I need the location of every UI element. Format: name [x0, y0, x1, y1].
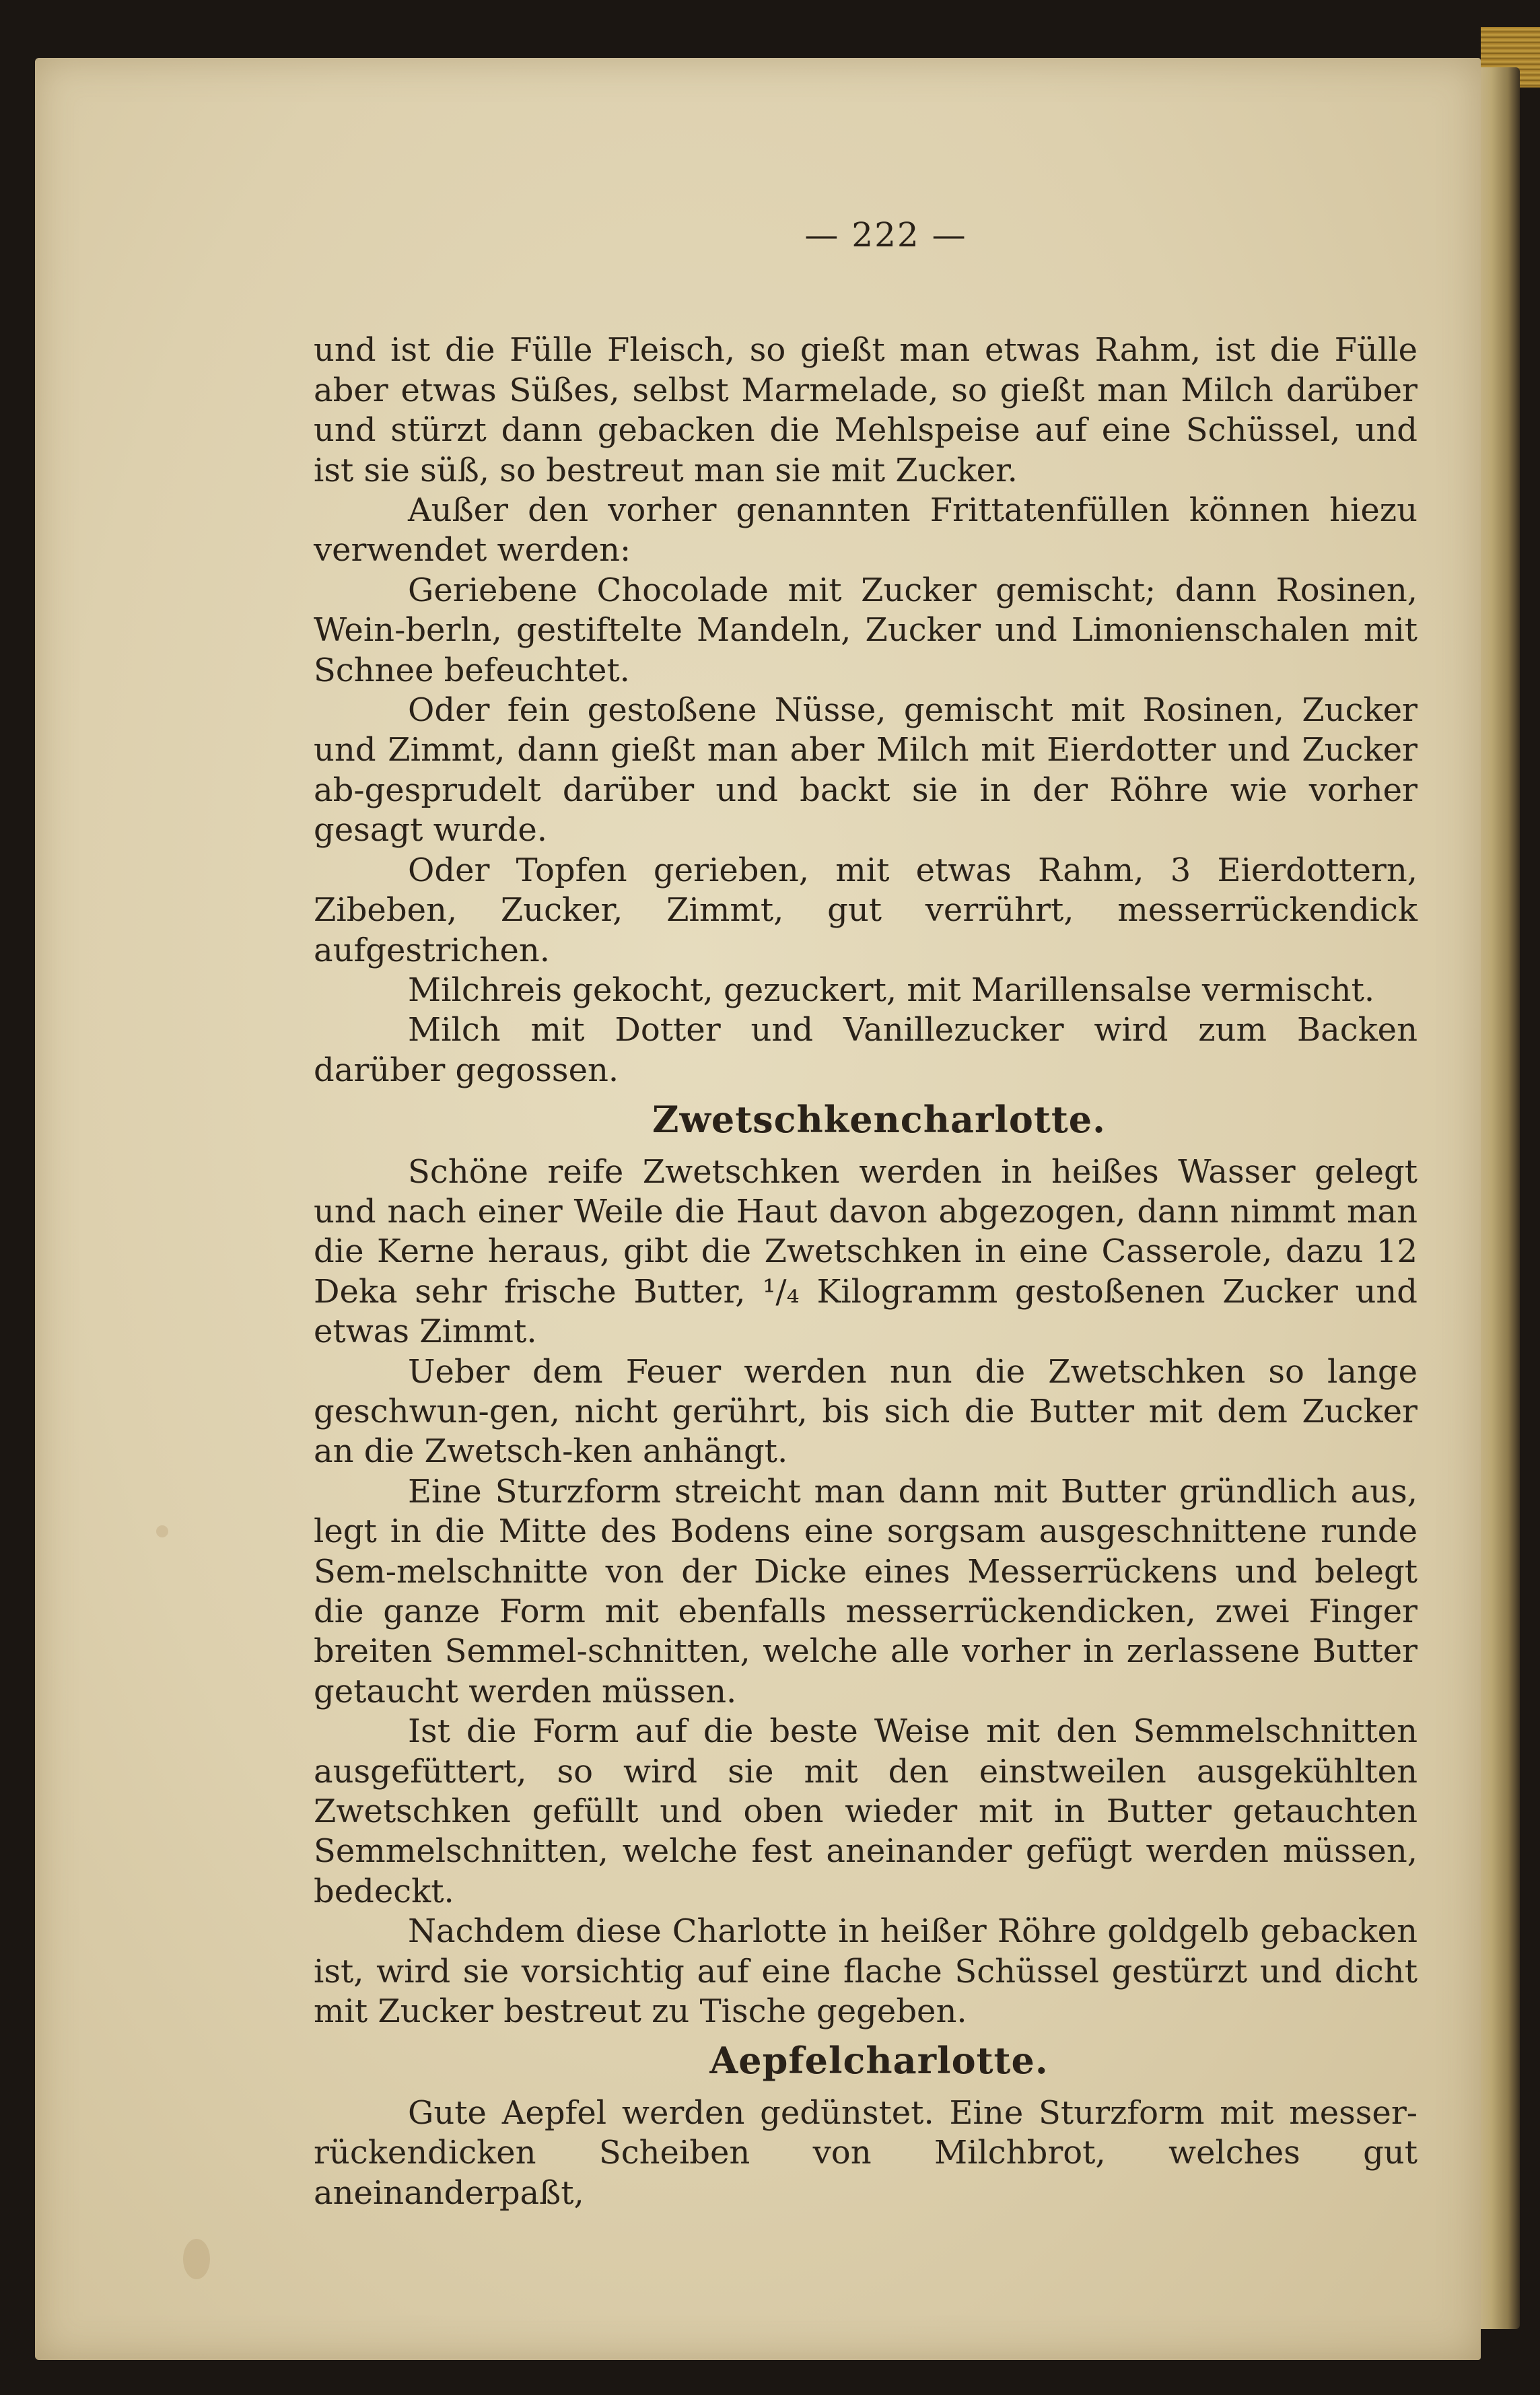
- page-text: [314, 215, 1418, 2213]
- paragraph: Außer den vorher genannten Frittatenfüllen können hiezu verwendet werden:: [314, 491, 1418, 569]
- paragraph: Gute Aepfel werden gedünstet. Eine Sturzform mit messer-rückendicken Scheiben von Milchbrot, welches gut aneinanderpaßt,: [314, 2093, 1418, 2212]
- page-number: — 222 —: [804, 215, 967, 254]
- paragraph: Oder Topfen gerieben, mit etwas Rahm, 3 Eierdottern, Zibeben, Zucker, Zimmt, gut verrührt, messerrückendick aufgestrichen.: [314, 851, 1418, 969]
- paragraph: Ueber dem Feuer werden nun die Zwetschken so lange geschwun-gen, nicht gerührt, bis sich die Butter mit dem Zucker an die Zwetsch-ken anhängt.: [314, 1352, 1418, 1471]
- paragraph: Geriebene Chocolade mit Zucker gemischt; dann Rosinen, Wein-berln, gestiftelte Mandeln, Zucker und Limonienschalen mit Schnee befeuchtet.: [314, 571, 1418, 689]
- recipe-heading: Aepfelcharlotte.: [709, 2039, 1049, 2083]
- paragraph: Schöne reife Zwetschken werden in heißes Wasser gelegt und nach einer Weile die Haut davon abgezogen, dann nimmt man die Kerne heraus, gibt die Zwetschken in eine Casserole, dazu 12 Deka sehr frische Butter, ¹/₄ Kilogramm gestoßenen Zucker und etwas Zimmt.: [314, 1152, 1418, 1351]
- paragraph: und ist die Fülle Fleisch, so gießt man etwas Rahm, ist die Fülle aber etwas Süßes, selbst Marmelade, so gießt man Milch darüber und stürzt dann gebacken die Mehlspeise auf eine Schüssel, und ist sie süß, so bestreut man sie mit Zucker.: [314, 331, 1418, 489]
- paragraph: Eine Sturzform streicht man dann mit Butter gründlich aus, legt in die Mitte des Bodens eine sorgsam ausgeschnittene runde Sem-melschnitte von der Dicke eines Messerrückens und belegt die ganze Form mit ebenfalls messerrückendicken, zwei Finger breiten Semmel-schnitten, welche alle vorher in zerlassene Butter getaucht werden müssen.: [314, 1472, 1418, 1710]
- paragraph: Milchreis gekocht, gezuckert, mit Marillensalse vermischt.: [408, 971, 1375, 1009]
- paper-stain: [183, 2239, 210, 2279]
- paragraph: Ist die Form auf die beste Weise mit den Semmelschnitten ausgefüttert, so wird sie mit den einstweilen ausgekühlten Zwetschken gefüllt und oben wieder mit in Butter getauchten Semmelschnitten, welche fest aneinander gefügt werden müssen, bedeckt.: [314, 1712, 1418, 1910]
- paragraph: Milch mit Dotter und Vanillezucker wird zum Backen darüber gegossen.: [314, 1011, 1418, 1089]
- paragraph: Nachdem diese Charlotte in heißer Röhre goldgelb gebacken ist, wird sie vorsichtig auf eine flache Schüssel gestürzt und dicht mit Zucker bestreut zu Tische gegeben.: [314, 1912, 1418, 2031]
- recipe-heading: Zwetschkencharlotte.: [652, 1098, 1106, 1142]
- paragraph: Oder fein gestoßene Nüsse, gemischt mit Rosinen, Zucker und Zimmt, dann gießt man aber Milch mit Eierdotter und Zucker ab-gesprudelt darüber und backt sie in der Röhre wie vorher gesagt wurde.: [314, 691, 1418, 849]
- paper-stain: [156, 1525, 168, 1537]
